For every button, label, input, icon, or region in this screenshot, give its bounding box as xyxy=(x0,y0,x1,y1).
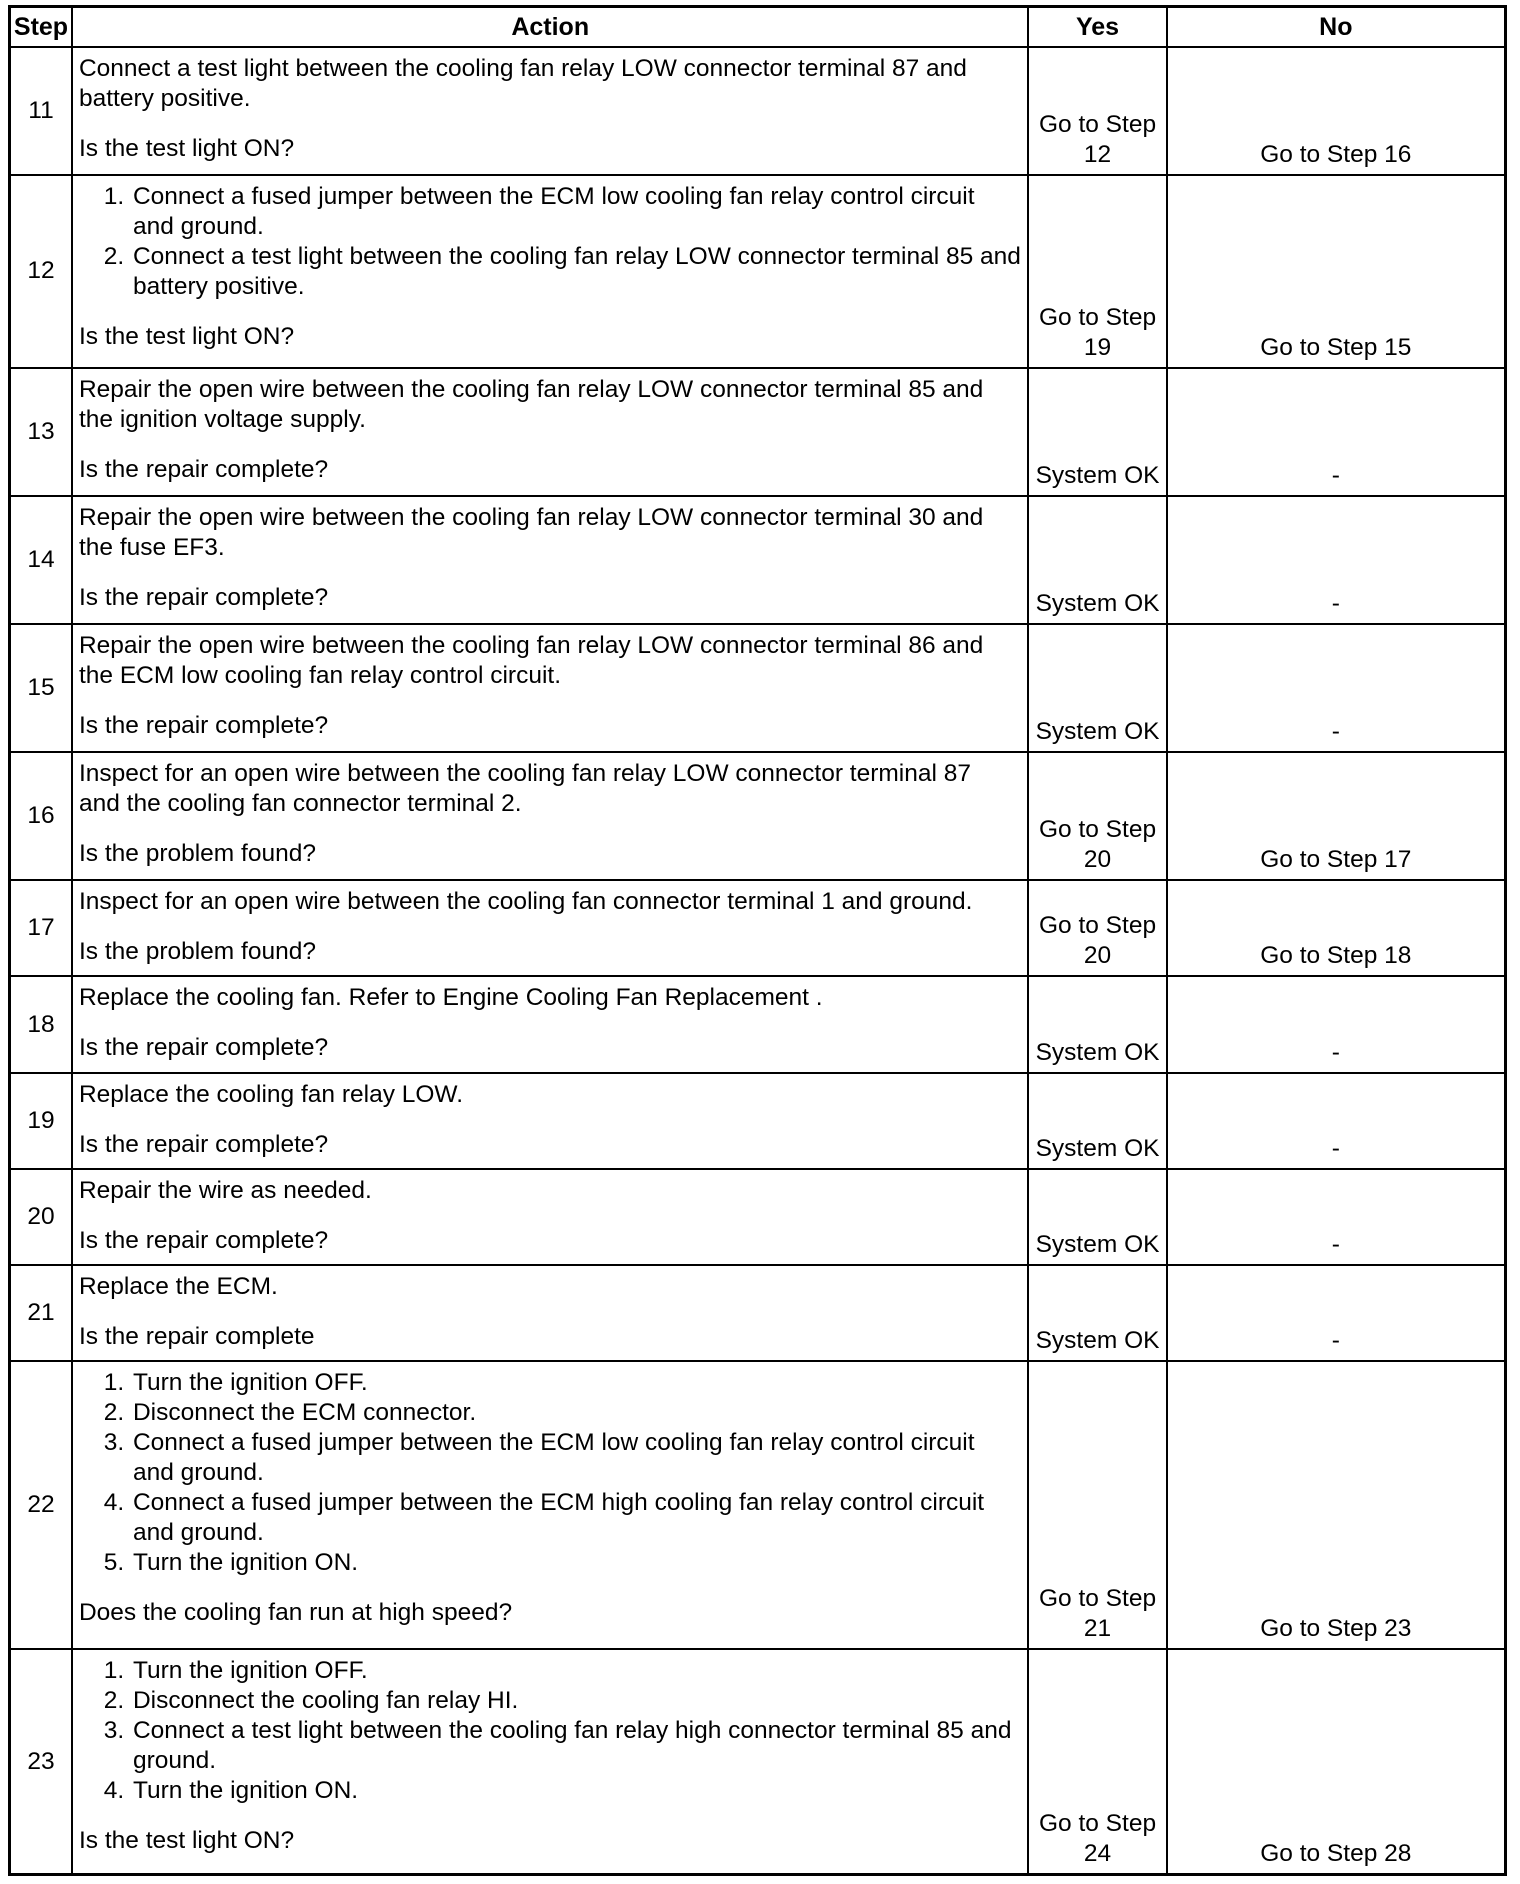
action-step-item: 1. Connect a fused jumper between the ECM low cooling fan relay control circuit and ground. xyxy=(131,182,1021,242)
action-text: Repair the wire as needed. xyxy=(78,1176,372,1204)
yes-cell xyxy=(1028,47,1166,175)
no-result: Go to Step 23 xyxy=(1260,1615,1412,1643)
action-question: Is the test light ON? xyxy=(78,1827,295,1855)
table-row xyxy=(10,624,1506,752)
no-result: Go to Step 18 xyxy=(1260,942,1412,970)
header-step: Step xyxy=(10,7,72,48)
table-row xyxy=(10,1361,1506,1649)
header-no: No xyxy=(1167,7,1506,48)
no-cell xyxy=(1167,1361,1506,1649)
action-text: Replace the cooling fan. Refer to Engine Cooling Fan Replacement . xyxy=(78,984,823,1012)
action-cell xyxy=(72,1169,1028,1265)
table-row xyxy=(10,47,1506,175)
no-result: - xyxy=(1331,718,1340,746)
yes-cell xyxy=(1028,752,1166,880)
action-question: Is the repair complete? xyxy=(78,711,329,739)
header-row xyxy=(10,7,1506,48)
step-number: 17 xyxy=(10,880,72,976)
yes-result: Go to Step 12 xyxy=(1038,111,1157,169)
step-number: 11 xyxy=(10,47,72,175)
yes-result: System OK xyxy=(1035,1230,1160,1258)
yes-cell xyxy=(1028,175,1166,367)
table-row xyxy=(10,1073,1506,1169)
no-result: - xyxy=(1331,589,1340,617)
header-action: Action xyxy=(72,7,1028,48)
action-cell xyxy=(72,752,1028,880)
yes-result: System OK xyxy=(1035,718,1160,746)
action-question: Is the test light ON? xyxy=(78,323,295,351)
yes-result: Go to Step 19 xyxy=(1038,303,1157,361)
no-result: Go to Step 28 xyxy=(1260,1840,1412,1867)
action-text: Connect a test light between the cooling fan relay LOW connector terminal 87 and battery positive. xyxy=(78,55,967,112)
no-cell xyxy=(1167,752,1506,880)
action-text: Inspect for an open wire between the cooling fan connector terminal 1 and ground. xyxy=(78,888,973,916)
yes-cell xyxy=(1028,1073,1166,1169)
step-number: 20 xyxy=(10,1169,72,1265)
no-cell xyxy=(1167,1073,1506,1169)
no-result: - xyxy=(1331,1038,1340,1066)
yes-result: Go to Step 20 xyxy=(1038,912,1157,970)
yes-cell xyxy=(1028,976,1166,1072)
diagnostic-table xyxy=(8,5,1507,1876)
no-result: Go to Step 16 xyxy=(1260,141,1412,169)
action-question: Is the repair complete xyxy=(78,1322,315,1350)
table-row xyxy=(10,1169,1506,1265)
table-row xyxy=(10,1265,1506,1361)
action-text: Inspect for an open wire between the cooling fan relay LOW connector terminal 87 and the cooling fan connector terminal 2. xyxy=(78,760,971,818)
step-number: 23 xyxy=(10,1649,72,1874)
action-question: Is the repair complete? xyxy=(78,583,329,611)
action-cell xyxy=(72,1649,1028,1874)
no-result: Go to Step 15 xyxy=(1260,333,1412,361)
yes-cell xyxy=(1028,1265,1166,1361)
action-question: Is the repair complete? xyxy=(78,1034,329,1062)
yes-cell xyxy=(1028,624,1166,752)
action-steps-list xyxy=(79,1656,1021,1806)
yes-cell xyxy=(1028,496,1166,624)
yes-result: System OK xyxy=(1035,1327,1160,1355)
action-question: Is the problem found? xyxy=(78,840,316,868)
action-step-item: 2. Disconnect the cooling fan relay HI. xyxy=(131,1686,1021,1716)
no-cell xyxy=(1167,1649,1506,1874)
no-cell xyxy=(1167,368,1506,496)
action-question: Is the test light ON? xyxy=(78,135,295,162)
action-step-item: 3. Connect a test light between the cooling fan relay high connector terminal 85 and ground. xyxy=(131,1716,1021,1776)
action-cell xyxy=(72,1073,1028,1169)
no-cell xyxy=(1167,1265,1506,1361)
no-result: - xyxy=(1331,461,1340,489)
action-cell xyxy=(72,976,1028,1072)
action-cell xyxy=(72,368,1028,496)
yes-result: Go to Step 24 xyxy=(1038,1810,1157,1867)
step-number: 12 xyxy=(10,175,72,367)
step-number: 18 xyxy=(10,976,72,1072)
step-number: 21 xyxy=(10,1265,72,1361)
action-question: Is the repair complete? xyxy=(78,455,329,483)
action-cell xyxy=(72,1361,1028,1649)
step-number: 16 xyxy=(10,752,72,880)
action-step-item: 2. Disconnect the ECM connector. xyxy=(131,1398,1021,1428)
action-cell xyxy=(72,624,1028,752)
step-number: 15 xyxy=(10,624,72,752)
action-text: Repair the open wire between the cooling fan relay LOW connector terminal 86 and the ECM low cooling fan relay control circuit. xyxy=(78,631,984,689)
table-row xyxy=(10,752,1506,880)
no-cell xyxy=(1167,47,1506,175)
table-row xyxy=(10,976,1506,1072)
no-cell xyxy=(1167,624,1506,752)
table-row xyxy=(10,1649,1506,1874)
action-text: Repair the open wire between the cooling fan relay LOW connector terminal 85 and the ignition voltage supply. xyxy=(78,375,984,433)
action-text: Replace the ECM. xyxy=(78,1272,278,1300)
action-cell xyxy=(72,175,1028,367)
action-question: Is the problem found? xyxy=(78,938,316,966)
action-step-item: 2. Connect a test light between the cooling fan relay LOW connector terminal 85 and battery positive. xyxy=(131,242,1021,302)
action-step-item: 4. Connect a fused jumper between the ECM high cooling fan relay control circuit and ground. xyxy=(131,1488,1021,1548)
yes-cell xyxy=(1028,1169,1166,1265)
action-step-item: 4. Turn the ignition ON. xyxy=(131,1776,1021,1806)
no-result: Go to Step 17 xyxy=(1260,846,1412,874)
action-text: Replace the cooling fan relay LOW. xyxy=(78,1080,464,1108)
step-number: 14 xyxy=(10,496,72,624)
action-step-item: 1. Turn the ignition OFF. xyxy=(131,1368,1021,1398)
no-cell xyxy=(1167,880,1506,976)
yes-result: System OK xyxy=(1035,1134,1160,1162)
no-cell xyxy=(1167,1169,1506,1265)
yes-result: System OK xyxy=(1035,589,1160,617)
yes-result: System OK xyxy=(1035,1038,1160,1066)
action-text: Repair the open wire between the cooling fan relay LOW connector terminal 30 and the fuse EF3. xyxy=(78,503,984,561)
action-cell xyxy=(72,47,1028,175)
no-cell xyxy=(1167,175,1506,367)
no-cell xyxy=(1167,496,1506,624)
action-steps-list xyxy=(79,182,1021,302)
action-cell xyxy=(72,880,1028,976)
step-number: 13 xyxy=(10,368,72,496)
table-row xyxy=(10,880,1506,976)
yes-cell xyxy=(1028,880,1166,976)
action-question: Is the repair complete? xyxy=(78,1130,329,1158)
yes-cell xyxy=(1028,1361,1166,1649)
yes-result: Go to Step 20 xyxy=(1038,816,1157,874)
action-step-item: 5. Turn the ignition ON. xyxy=(131,1548,1021,1578)
step-number: 19 xyxy=(10,1073,72,1169)
action-step-item: 1. Turn the ignition OFF. xyxy=(131,1656,1021,1686)
action-cell xyxy=(72,496,1028,624)
no-cell xyxy=(1167,976,1506,1072)
no-result: - xyxy=(1331,1230,1340,1258)
step-number: 22 xyxy=(10,1361,72,1649)
table-row xyxy=(10,496,1506,624)
action-steps-list xyxy=(79,1368,1021,1578)
yes-result: Go to Step 21 xyxy=(1038,1585,1157,1643)
table-row xyxy=(10,175,1506,367)
table-row xyxy=(10,368,1506,496)
no-result: - xyxy=(1331,1134,1340,1162)
yes-result: System OK xyxy=(1035,461,1160,489)
action-cell xyxy=(72,1265,1028,1361)
yes-cell xyxy=(1028,368,1166,496)
action-question: Is the repair complete? xyxy=(78,1226,329,1254)
action-question: Does the cooling fan run at high speed? xyxy=(78,1599,513,1627)
no-result: - xyxy=(1331,1327,1340,1355)
table-body xyxy=(10,47,1506,1875)
header-yes: Yes xyxy=(1028,7,1166,48)
action-step-item: 3. Connect a fused jumper between the ECM low cooling fan relay control circuit and ground. xyxy=(131,1428,1021,1488)
yes-cell xyxy=(1028,1649,1166,1874)
